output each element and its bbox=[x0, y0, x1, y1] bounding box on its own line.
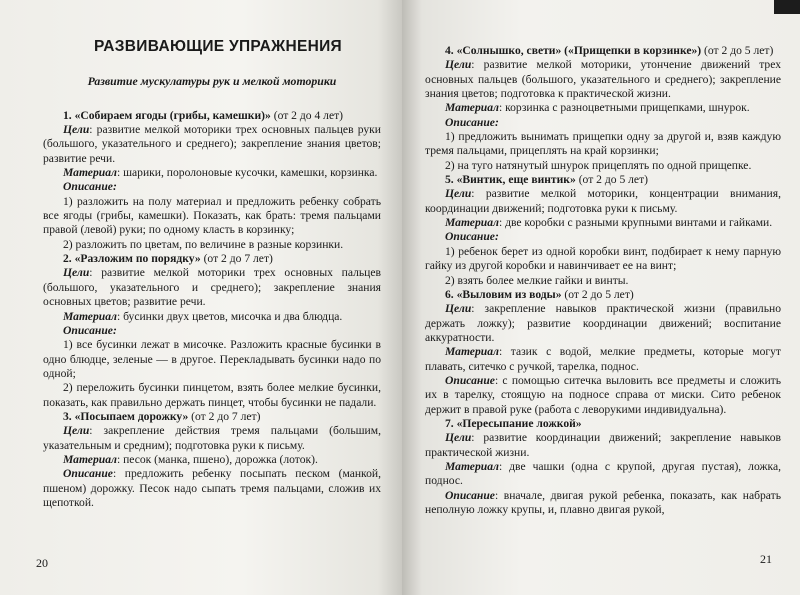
exercise-5-step-2: 2) взять более мелкие гайки и винты. bbox=[445, 273, 629, 287]
exercise-4-step-2: 2) на туго натянутый шнурок прицеплять по одной прищепке. bbox=[445, 158, 752, 172]
exercise-7-goals: Цели: развитие координации движений; закрепление навыков практической жизни. bbox=[425, 431, 781, 459]
exercise-5-desc-label: Описание: bbox=[445, 230, 499, 244]
exercise-7-desc: Описание: вначале, двигая рукой ребенка, показать, как набрать неполную ложку крупы, и, плавно двигая рукой, bbox=[425, 488, 781, 516]
exercise-1-step-1: 1) разложить на полу материал и предложить ребенку собрать все ягоды (грибы, камешки). Показать, как брать: тремя пальцами правой (левой) руки; по одному класть в корзинку; bbox=[43, 194, 381, 237]
right-text-column bbox=[425, 44, 781, 517]
scan-edge-shadow bbox=[774, 0, 800, 14]
section-heading: РАЗВИВАЮЩИЕ УПРАЖНЕНИЯ bbox=[94, 38, 342, 55]
exercise-5-title: 5. «Винтик, еще винтик» (от 2 до 5 лет) bbox=[445, 173, 649, 187]
exercise-1-desc-label: Описание: bbox=[63, 180, 117, 194]
exercise-2-material: Материал: бусинки двух цветов, мисочка и два блюдца. bbox=[63, 309, 343, 323]
exercise-7-title: 7. «Пересыпание ложкой» bbox=[445, 416, 582, 430]
exercise-3-goals: Цели: закрепление действия тремя пальцами (большим, указательным и средним); подготовка руки к письму. bbox=[43, 424, 381, 452]
exercise-1-title: 1. «Собираем ягоды (грибы, камешки)» (от 2 до 4 лет) bbox=[63, 108, 344, 122]
exercise-2-title: 2. «Разложим по порядку» (от 2 до 7 лет) bbox=[63, 252, 273, 266]
exercise-4-goals: Цели: развитие мелкой моторики, утончение движений трех основных пальцев (большого, указательного и среднего); закрепление знания цветов; подготовка к практической жизни. bbox=[425, 58, 781, 101]
page-number-right: 21 bbox=[760, 552, 772, 566]
exercise-2-step-1: 1) все бусинки лежат в мисочке. Разложить красные бусинки в одно блюдце, зеленые — в другое. Перекладывать бусинки надо по одной; bbox=[43, 338, 381, 380]
exercise-1-step-2: 2) разложить по цветам, по величине в разные корзинки. bbox=[63, 237, 344, 251]
section-subheading: Развитие мускулатуры рук и мелкой моторики bbox=[87, 74, 337, 89]
exercise-3-title: 3. «Посыпаем дорожку» (от 2 до 7 лет) bbox=[63, 409, 261, 423]
exercise-3-desc: Описание: предложить ребенку посыпать песком (манкой, пшеном) дорожку. Песок надо сыпать тремя пальцами, сложив их щепоткой. bbox=[43, 467, 381, 509]
exercise-6-goals: Цели: закрепление навыков практической жизни (правильно держать ложку); развитие координации движений; воспитание аккуратности. bbox=[425, 302, 781, 344]
exercise-7-material: Материал: две чашки (одна с крупой, другая пустая), ложка, поднос. bbox=[425, 459, 781, 488]
exercise-5-material: Материал: две коробки с разными крупными винтами и гайками. bbox=[445, 216, 773, 230]
exercise-4-desc-label: Описание: bbox=[445, 115, 499, 129]
exercise-2-goals: Цели: развитие мелкой моторики трех основных пальцев (большого, указательного и среднего); закрепление знания основных цветов; развитие речи. bbox=[43, 266, 381, 309]
exercise-4-material: Материал: корзинка с разноцветными прищепками, шнурок. bbox=[445, 101, 750, 115]
right-page bbox=[402, 0, 800, 595]
exercise-5-goals: Цели: развитие мелкой моторики, концентрации внимания, координации движений; подготовка руки к письму. bbox=[425, 187, 781, 215]
exercise-2-step-2: 2) переложить бусинки пинцетом, взять более мелкие бусинки, показать, как правильно держать пинцет, чтобы бусинки не падали. bbox=[43, 381, 381, 409]
left-text-column bbox=[43, 40, 381, 510]
exercise-2-desc-label: Описание: bbox=[63, 323, 117, 337]
exercise-1-material: Материал: шарики, поролоновые кусочки, камешки, корзинка. bbox=[63, 166, 378, 180]
exercise-6-desc: Описание: с помощью ситечка выловить все предметы и сложить их в тарелку, стоящую на подносе справа от миски. Сито ребенок держит в правой руке (работа с леворукими индивидуальна). bbox=[425, 373, 781, 416]
exercise-3-material: Материал: песок (манка, пшено), дорожка (лоток). bbox=[63, 452, 318, 466]
exercise-4-step-1: 1) предложить вынимать прищепки одну за другой и, взяв каждую тремя пальцами, прицеплять на край корзинки; bbox=[425, 130, 781, 158]
page-number-left: 20 bbox=[36, 556, 48, 570]
exercise-4-title: 4. «Солнышко, свети» («Прищепки в корзинке») (от 2 до 5 лет) bbox=[445, 44, 774, 57]
exercise-1-goals: Цели: развитие мелкой моторики трех основных пальцев руки (большого, указательного и среднего); закрепление знания цветов; развитие речи. bbox=[43, 123, 381, 165]
exercise-6-material: Материал: тазик с водой, мелкие предметы, которые могут плавать, ситечко с ручкой, тарелка, поднос. bbox=[425, 345, 781, 373]
exercise-6-title: 6. «Выловим из воды» (от 2 до 5 лет) bbox=[445, 287, 634, 301]
exercise-5-step-1: 1) ребенок берет из одной коробки винт, подбирает к нему парную гайку из другой коробки и навинчивает ее на винт; bbox=[425, 244, 781, 273]
